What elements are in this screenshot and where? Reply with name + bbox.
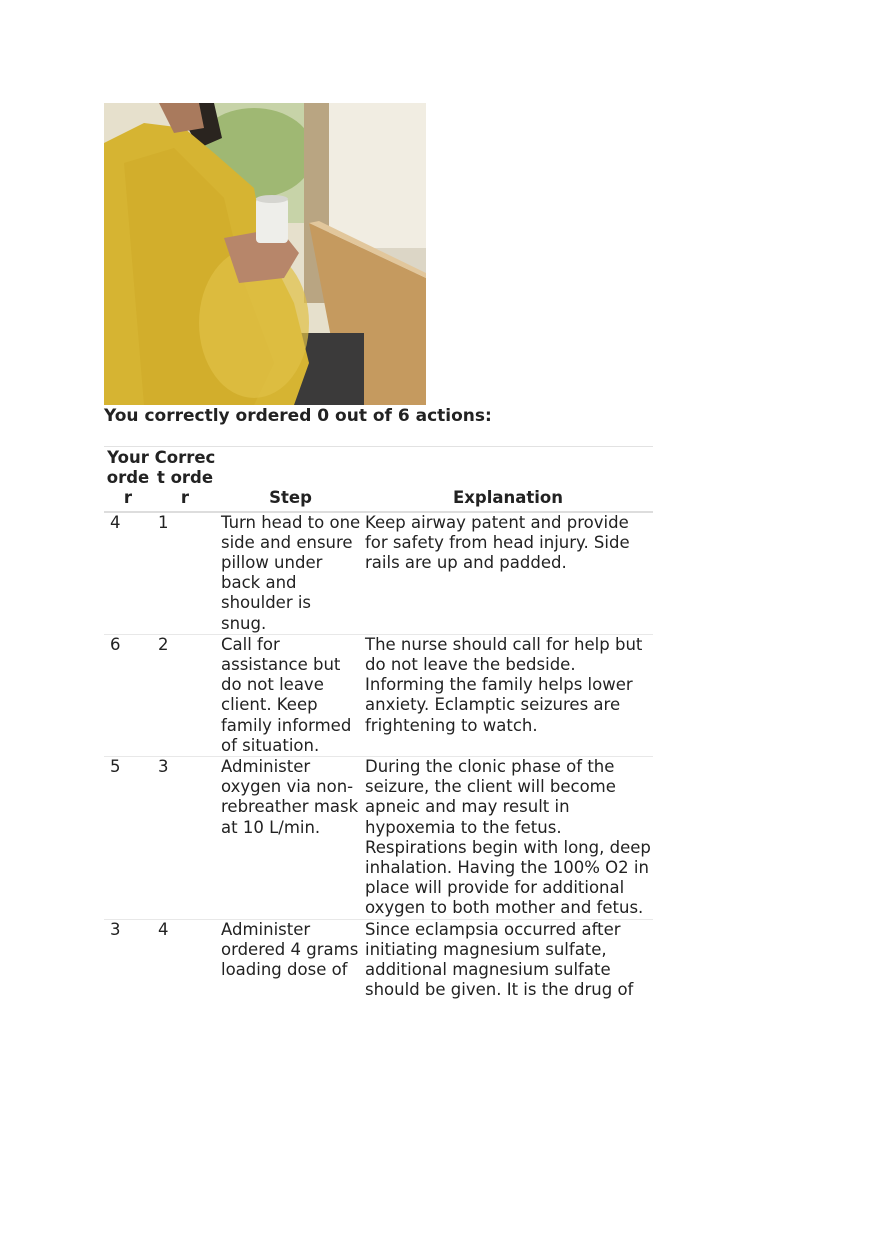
table-header	[104, 447, 653, 512]
step-cell: Administer ordered 4 grams loading dose of	[221, 919, 359, 980]
header-correct-order: Correct order	[154, 448, 216, 508]
table-body	[104, 512, 653, 1001]
step-cell: Administer oxygen via non-rebreather mask at 10 L/min.	[221, 757, 359, 837]
correct-order-cell: 2	[158, 634, 169, 654]
step-cell: Call for assistance but do not leave client. Keep family informed of situation.	[221, 634, 352, 755]
explanation-cell: Keep airway patent and provide for safety from head injury. Side rails are up and padded.	[365, 512, 630, 573]
explanation-cell: Since eclampsia occurred after initiating magnesium sulfate, additional magnesium sulfate should be given. It is the drug of	[365, 919, 634, 1000]
result-summary: You correctly ordered 0 out of 6 actions:	[104, 406, 492, 426]
pregnant-woman-illustration	[104, 103, 426, 405]
correct-order-cell: 4	[158, 919, 169, 939]
header-your-order: Your order	[106, 448, 150, 508]
correct-order-cell: 3	[158, 757, 169, 777]
header-row	[104, 447, 653, 512]
your-order-cell: 3	[110, 919, 121, 939]
table-row	[104, 757, 653, 920]
table-row	[104, 634, 653, 756]
pregnant-woman-photo	[104, 103, 426, 405]
correct-order-cell: 1	[158, 512, 169, 532]
table-row	[104, 919, 653, 1000]
ordering-results-table	[104, 446, 653, 1000]
explanation-cell: The nurse should call for help but do not leave the bedside. Informing the family helps lower anxiety. Eclamptic seizures are frightening to watch.	[365, 634, 643, 735]
header-step: Step	[269, 488, 312, 508]
your-order-cell: 4	[110, 512, 121, 532]
table-row	[104, 512, 653, 635]
your-order-cell: 5	[110, 757, 121, 777]
header-explanation: Explanation	[452, 488, 564, 508]
explanation-cell: During the clonic phase of the seizure, the client will become apneic and may result in hypoxemia to the fetus. Respirations begin with long, deep inhalation. Having the 100% O2 in place will provide for additional oxygen to both mother and fetus.	[365, 757, 651, 918]
step-cell: Turn head to one side and ensure pillow under back and shoulder is snug.	[221, 512, 361, 633]
your-order-cell: 6	[110, 634, 121, 654]
